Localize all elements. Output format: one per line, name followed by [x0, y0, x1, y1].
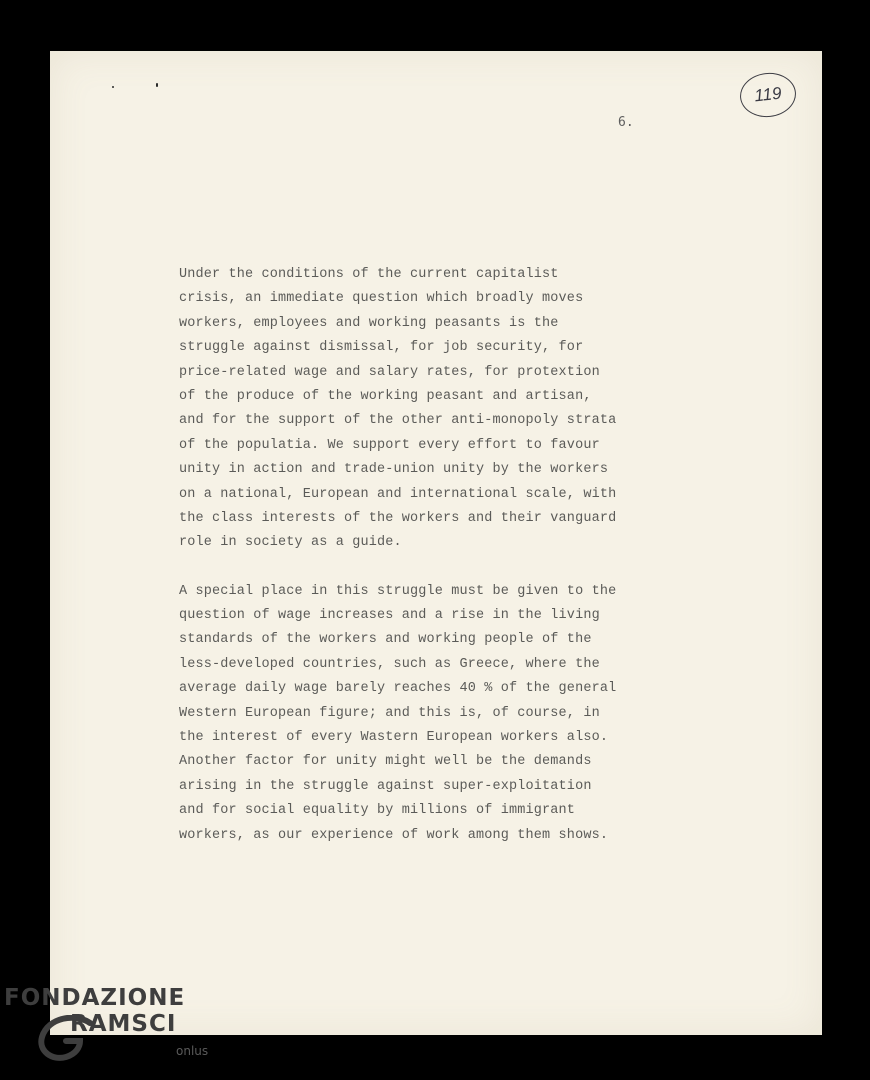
text-line: workers, employees and working peasants is the	[179, 315, 559, 331]
folio-number: 119	[753, 83, 783, 106]
text-line: A special place in this struggle must be given to the	[179, 583, 617, 599]
text-line: arising in the struggle against super-exploitation	[179, 778, 592, 794]
text-line: less-developed countries, such as Greece, where the	[179, 656, 600, 672]
text-line: struggle against dismissal, for job security, for	[179, 340, 584, 356]
fondazione-gramsci-watermark	[4, 985, 224, 1075]
text-line: unity in action and trade-union unity by the workers	[179, 462, 609, 478]
watermark-line-3: onlus	[176, 1044, 209, 1058]
text-line: Under the conditions of the current capitalist	[179, 267, 559, 282]
text-line: crisis, an immediate question which broadly moves	[179, 291, 584, 307]
text-line: role in society as a guide.	[179, 535, 402, 551]
text-line: price-related wage and salary rates, for protextion	[179, 364, 600, 380]
text-line: Another factor for unity might well be the demands	[179, 754, 592, 770]
text-line: the class interests of the workers and their vanguard	[179, 510, 617, 526]
page-number: 6.	[618, 115, 634, 130]
text-line: of the populatia. We support every effort to favour	[179, 437, 600, 453]
typed-body-text	[179, 263, 779, 872]
watermark-line-1: FONDAZIONE	[4, 985, 186, 1011]
text-line: average daily wage barely reaches 40 % of the general	[179, 681, 617, 697]
document-page	[50, 51, 822, 1035]
text-line: Western European figure; and this is, of course, in	[179, 705, 600, 721]
text-line: the interest of every Wastern European workers also.	[179, 730, 609, 746]
text-line: workers, as our experience of work among them shows.	[179, 827, 609, 843]
watermark-line-2: RAMSCI	[70, 1011, 177, 1037]
text-line: on a national, European and international scale, with	[179, 486, 617, 502]
paragraph-2	[179, 580, 779, 848]
speck-mark	[112, 86, 114, 88]
text-line: standards of the workers and working people of the	[179, 632, 592, 648]
text-line: and for the support of the other anti-monopoly strata	[179, 413, 617, 429]
text-line: of the produce of the working peasant and artisan,	[179, 388, 592, 404]
paragraph-1	[179, 263, 779, 556]
speck-mark	[156, 83, 158, 87]
paper-specks	[112, 83, 162, 93]
text-line: question of wage increases and a rise in the living	[179, 608, 600, 624]
folio-stamp	[738, 70, 798, 120]
text-line: and for social equality by millions of immigrant	[179, 803, 576, 819]
